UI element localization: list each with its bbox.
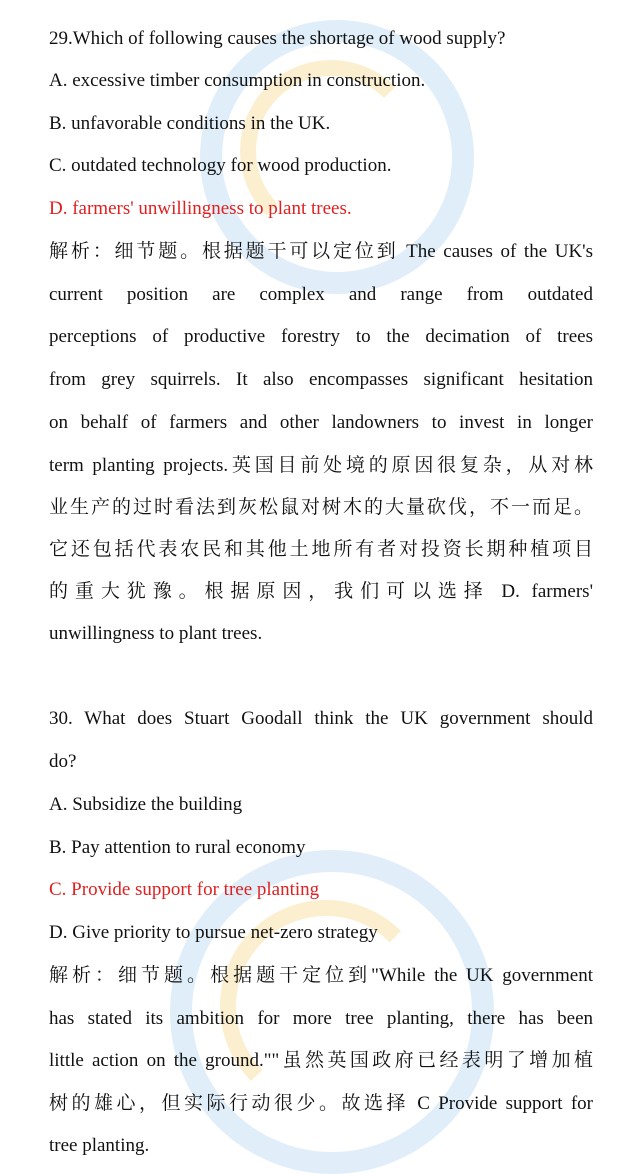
q29-analysis-line: on behalf of farmers and other landowners to invest in longer [49,412,593,433]
question-30-text: do? [49,751,77,772]
q29-option-d-correct: D. farmers' unwillingness to plant trees. [49,198,352,219]
q30-option-b: B. Pay attention to rural economy [49,837,306,858]
q29-analysis-line: current position are complex and range from outdated [49,284,593,305]
q30-analysis-line: tree planting. [49,1135,150,1156]
q29-analysis-line: 解析：细节题。根据题干可以定位到 The causes of the UK's [49,241,593,262]
q29-option-c: C. outdated technology for wood production. [49,155,392,176]
q30-option-a: A. Subsidize the building [49,794,243,815]
q30-option-d: D. Give priority to pursue net-zero strategy [49,922,378,943]
q30-analysis-line: has stated its ambition for more tree planting, there has been [49,1008,593,1029]
q30-option-c-correct: C. Provide support for tree planting [49,879,320,900]
q29-analysis-line: unwillingness to plant trees. [49,623,263,644]
q30-analysis-line: 解析：细节题。根据题干定位到"While the UK government [49,965,593,986]
q29-analysis-line: 的重大犹豫。根据原因，我们可以选择 D. farmers' [49,581,593,602]
question-30-text: 30. What does Stuart Goodall think the UK government should [49,708,593,729]
q29-analysis-line: 业生产的过时看法到灰松鼠对树木的大量砍伐，不一而足。 [49,497,593,518]
q30-analysis-line: 树的雄心，但实际行动很少。故选择 C Provide support for [49,1093,593,1114]
q29-analysis-line: from grey squirrels. It also encompasses significant hesitation [49,369,593,390]
q29-option-a: A. excessive timber consumption in construction. [49,70,426,91]
q29-analysis-line: perceptions of productive forestry to the decimation of trees [49,326,593,347]
question-29-text: 29.Which of following causes the shortage of wood supply? [49,28,506,49]
q30-analysis-line: little action on the ground.""虽然英国政府已经表明了增加植 [49,1050,593,1071]
q29-analysis-line: term planting projects.英国目前处境的原因很复杂，从对林 [49,455,593,476]
q29-analysis-line: 它还包括代表农民和其他土地所有者对投资长期种植项目 [49,539,593,560]
q29-option-b: B. unfavorable conditions in the UK. [49,113,331,134]
